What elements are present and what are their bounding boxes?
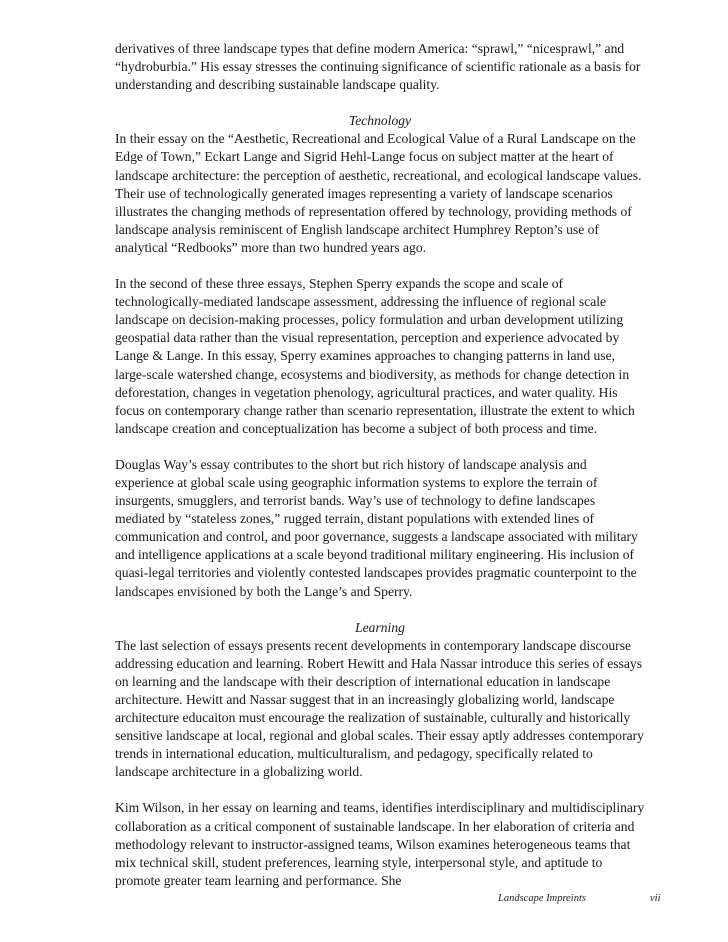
page-number: vii	[650, 893, 661, 904]
paragraph-way: Douglas Way’s essay contributes to the short but rich history of landscape analysis and experience at global scale using geographic information systems to explore the terrain of insurgents, smugglers, and terrorist bands. Way’s use of technology to define landscapes mediated by “stateless zones,” rugged terrain, distant populations with extended lines of communication and control, and poor governance, suggests a landscape associated with military and intelligence applications at a scale beyond traditional military engineering. His inclusion of quasi-legal territories and violently contested landscapes provides pragmatic counterpoint to the landscapes envisioned by both the Lange’s and Sperry.	[115, 456, 638, 599]
paragraph-hewitt-nassar: The last selection of essays presents recent developments in contemporary landscape discourse addressing education and learning. Robert Hewitt and Hala Nassar introduce this series of essays on learning and the landscape with their description of international education in landscape architecture. Hewitt and Nassar suggest that in an increasingly globalizing world, landscape architecture educaiton must encourage the realization of sustainable, culturally and historically sensitive landscape at local, regional and global scales. Their essay aptly addresses contemporary trends in international education, multiculturalism, and pedagogy, specifically related to landscape architecture in a globalizing world.	[115, 637, 644, 780]
paragraph-gap	[115, 601, 645, 619]
paragraph-lange: In their essay on the “Aesthetic, Recreational and Ecological Value of a Rural Landscape on the Edge of Town,” Eckart Lange and Sigrid Hehl-Lange focus on subject matter at the heart of landscape architecture: the perception of aesthetic, recreational, and ecological landscape values. Their use of technologically generated images representing a variety of landscape scenarios illustrates the changing methods of representation offered by technology, providing methods of landscape analysis reminiscent of English landscape architect Humphrey Repton’s use of analytical “Redbooks” more than two hundred years ago.	[115, 131, 642, 255]
paragraph-wilson: Kim Wilson, in her essay on learning and teams, identifies interdisciplinary and multidisciplinary collaboration as a critical component of sustainable landscape. In her elaboration of criteria and methodology relevant to instructor-assigned teams, Wilson examines heterogeneous teams that mix technical skill, student preferences, learning style, interpersonal style, and aptitude to promote greater team learning and performance. She	[115, 800, 645, 888]
section-heading-learning: Learning	[355, 619, 405, 635]
section-heading-technology: Technology	[348, 113, 412, 129]
paragraph-gap	[115, 94, 645, 112]
paragraph-intro-continuation: derivatives of three landscape types that define modern America: “sprawl,” “nicesprawl,” and “hydroburbia.” His essay stresses the continuing significance of scientific rationale as a basis for understanding and describing sustainable landscape quality.	[115, 41, 641, 93]
paragraph-gap	[115, 781, 645, 799]
paragraph-sperry: In the second of these three essays, Stephen Sperry expands the scope and scale of technologically-mediated landscape assessment, addressing the influence of regional scale landscape on decision-making processes, policy formulation and urban development utilizing geospatial data rather than the visual representation, perception and experience advocated by Lange & Lange. In this essay, Sperry examines approaches to changing patterns in land use, large-scale watershed change, ecosystems and biodiversity, as methods for change detection in deforestation, changes in vegetation phenology, agricultural practices, and water quality. His focus on contemporary change rather than scenario representation, illustrate the extent to which landscape creation and conceptualization has become a subject of both process and time.	[115, 276, 635, 436]
paragraph-gap	[115, 257, 645, 275]
footer-title: Landscape Impreints	[498, 893, 586, 904]
paragraph-gap	[115, 438, 645, 456]
document-body	[115, 40, 645, 890]
